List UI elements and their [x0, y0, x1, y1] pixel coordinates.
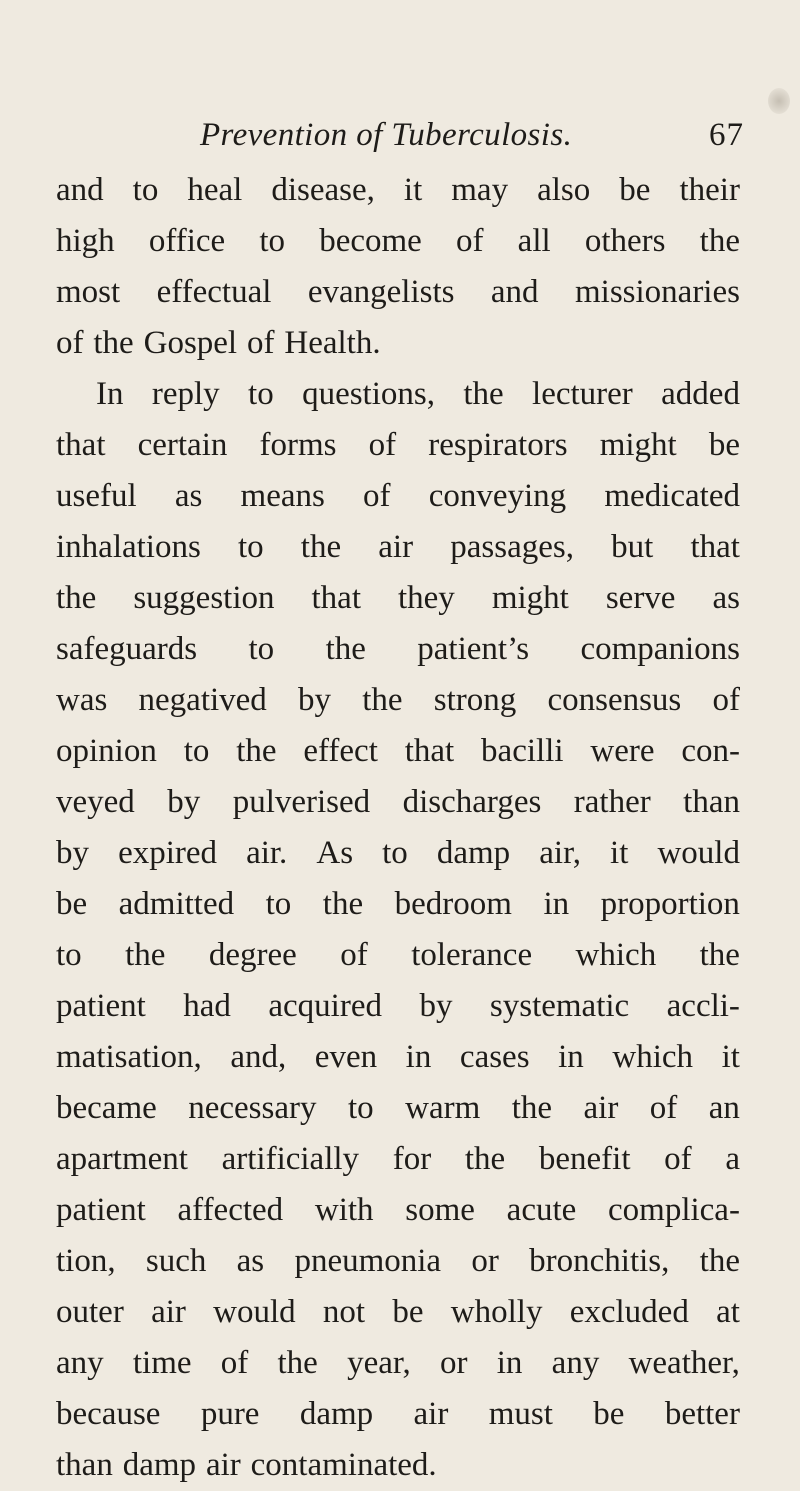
- text-line: because pure damp air must be better: [56, 1396, 740, 1432]
- text-line: apartment artificially for the benefit of a: [56, 1141, 740, 1177]
- text-line: matisation, and, even in cases in which it: [56, 1039, 740, 1075]
- text-line: most effectual evangelists and missionaries: [56, 274, 740, 310]
- text-line: tion, such as pneumonia or bronchitis, the: [56, 1243, 740, 1279]
- text-line: outer air would not be wholly excluded at: [56, 1294, 740, 1330]
- text-line: the suggestion that they might serve as: [56, 580, 740, 616]
- body-text: [56, 165, 740, 1491]
- text-line: safeguards to the patient’s companions: [56, 631, 740, 667]
- running-title: Prevention of Tuberculosis.: [200, 117, 573, 153]
- text-line: that certain forms of respirators might be: [56, 427, 740, 463]
- text-line: of the Gospel of Health.: [56, 325, 381, 361]
- text-line: any time of the year, or in any weather,: [56, 1345, 740, 1381]
- text-line: In reply to questions, the lecturer added: [96, 376, 740, 412]
- running-head: [200, 112, 744, 158]
- text-line: to the degree of tolerance which the: [56, 937, 740, 973]
- text-line: inhalations to the air passages, but that: [56, 529, 740, 565]
- text-line: veyed by pulverised discharges rather than: [56, 784, 740, 820]
- text-line: patient affected with some acute complica-: [56, 1192, 740, 1228]
- page-number: 67: [709, 117, 744, 153]
- text-line: and to heal disease, it may also be their: [56, 172, 740, 208]
- text-line: was negatived by the strong consensus of: [56, 682, 740, 718]
- text-line: be admitted to the bedroom in proportion: [56, 886, 740, 922]
- text-line: patient had acquired by systematic accli-: [56, 988, 740, 1024]
- text-line: high office to become of all others the: [56, 223, 740, 259]
- text-line: than damp air contaminated.: [56, 1447, 437, 1483]
- text-line: became necessary to warm the air of an: [56, 1090, 740, 1126]
- text-line: by expired air. As to damp air, it would: [56, 835, 740, 871]
- page-smudge: [768, 88, 790, 114]
- text-line: opinion to the effect that bacilli were con-: [56, 733, 740, 769]
- text-line: useful as means of conveying medicated: [56, 478, 740, 514]
